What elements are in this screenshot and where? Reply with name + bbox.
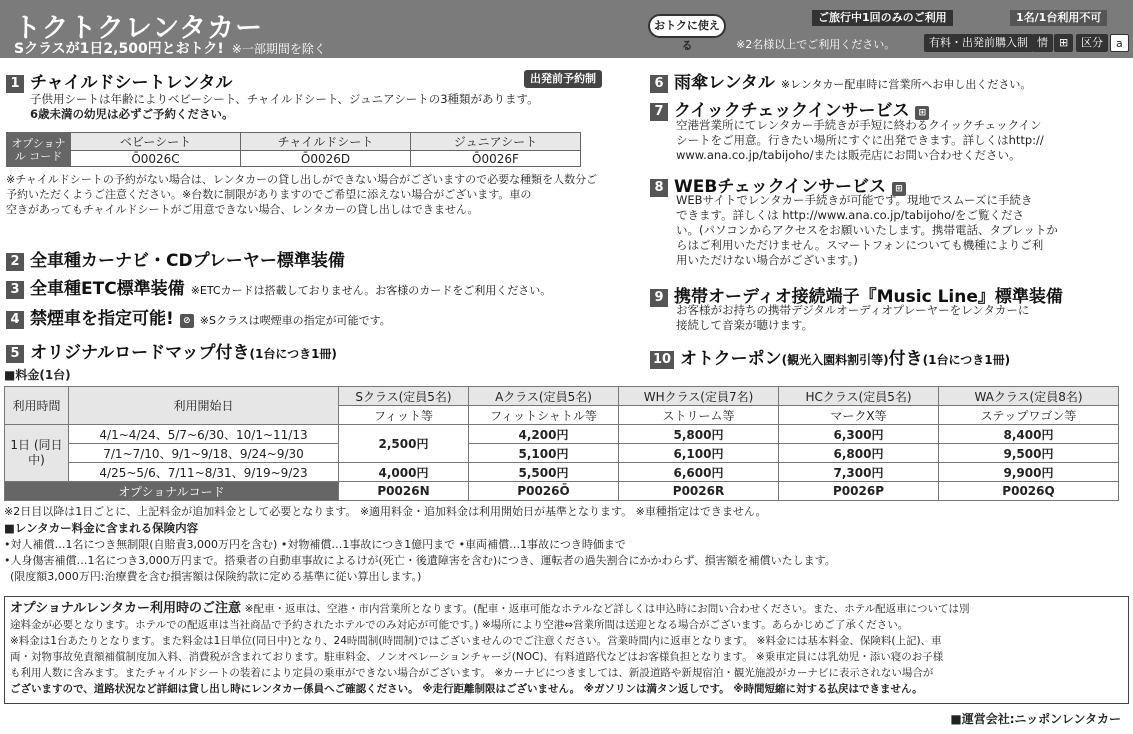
price-cell: 9,500円 <box>939 444 1119 463</box>
grid-icon: ⊞ <box>1054 34 1073 52</box>
section-1-note-2: 予約いただくようご注意ください。※台数に制限がありますのでご希望に添えない場合がございます。車の <box>6 188 532 201</box>
section-2-heading: 2 全車種カーナビ・CDプレーヤー標準装備 <box>6 246 345 271</box>
notice-line-5: も利用人数に含みます。またチャイルドシートの装着により定員の乗車ができない場合がございます。 ※カーナビにつきましては、新設道路や新規宿泊・観光施設がカーナビに表示されない場合が <box>10 667 934 679</box>
no-smoking-icon: ⊘ <box>180 314 194 328</box>
price-cell: 6,800円 <box>779 444 939 463</box>
section-7-heading: 7 クイックチェックインサービス ⊞ <box>650 96 929 121</box>
optional-code: P0026R <box>619 482 779 501</box>
child-seat-code-table <box>6 132 581 167</box>
period: 4/25~5/6、7/11~8/31、9/19~9/23 <box>69 463 339 482</box>
section-8-desc-4: らはご利用いただけません。スマートフォンについても機種によりご利 <box>676 238 1044 252</box>
class-model: ストリーム等 <box>619 406 779 425</box>
otoku-badge: おトクに使える <box>648 14 726 38</box>
optional-code: P0026Q <box>939 482 1119 501</box>
price-cell: 2,500円 <box>339 425 469 463</box>
header-banner <box>0 0 1133 58</box>
col-start: 利用開始日 <box>69 387 339 425</box>
one-per-person-label: 1名/1台利用不可 <box>1010 10 1107 26</box>
optional-code-label: オプショナルコード <box>5 482 339 501</box>
price-cell: 8,400円 <box>939 425 1119 444</box>
seat-code: Ō0026C <box>71 151 241 167</box>
section-1-note-1: ※チャイルドシートの予約がない場合は、レンタカーの貸し出しができない場合がございますので必要な種類を人数分ご <box>6 173 598 186</box>
section-9-desc-1: お客様がお持ちの携帯デジタルオーディオプレーヤーをレンタカーに <box>676 303 1030 317</box>
section-8-desc-5: 用いただけない場合がございます。) <box>676 253 858 267</box>
class-name: WHクラス(定員7名) <box>619 387 779 406</box>
class-value-tag: a <box>1110 34 1129 52</box>
section-7-desc-2: シートをご用意。行きたい場所にすぐに出発できます。詳しくはhttp:// <box>676 133 1044 147</box>
section-8-desc-3: い。(パソコンからアクセスをお願いいたします。携帯電話、タブレットか <box>676 223 1058 237</box>
class-name: WAクラス(定員8名) <box>939 387 1119 406</box>
optional-code: P0026Ō <box>469 482 619 501</box>
period: 4/1~4/24、5/7~6/30、10/1~11/13 <box>69 425 339 444</box>
section-9-desc-2: 接続して音楽が聴けます。 <box>676 318 814 332</box>
notice-box <box>4 596 1129 704</box>
section-5-heading: 5 オリジナルロードマップ付き(1台につき1冊) <box>6 338 337 363</box>
insurance-line-2: •人身傷害補償…1名につき3,000万円まで。搭乗者の自動車事故によるけが(死亡・後遺障害を含む)につき、運転者の過失割合にかかわらず、損害額を補償いたします。 <box>4 554 836 567</box>
class-tag: 区分 <box>1076 34 1108 52</box>
section-7-desc-1: 空港営業所にてレンタカー手続きが手短に終わるクイックチェックイン <box>676 118 1042 132</box>
class-model: マークX等 <box>779 406 939 425</box>
section-1-note-3: 空きがあってもチャイルドシートがご用意できない場合、レンタカーの貸し出しはできません。 <box>6 203 479 216</box>
section-10-heading: 10 オトクーポン(観光入園料割引等)付き(1台につき1冊) <box>650 344 1010 369</box>
price-cell: 5,500円 <box>469 463 619 482</box>
price-cell: 4,200円 <box>469 425 619 444</box>
price-cell: 9,900円 <box>939 463 1119 482</box>
price-heading: ■料金(1台) <box>4 368 71 382</box>
section-1-heading: 1 チャイルドシートレンタル <box>6 68 232 93</box>
price-notes: ※2日目以降は1日ごとに、上記料金が追加料金として必要となります。 ※適用料金・追加料金は利用開始日が基準となります。 ※車種指定はできません。 <box>4 505 767 518</box>
price-cell: 5,100円 <box>469 444 619 463</box>
quick-checkin-icon: ⊞ <box>915 106 929 120</box>
day-label: 1日 (同日中) <box>5 425 69 482</box>
section-7-desc-3: www.ana.co.jp/tabijoho/または販売店にお問い合わせください。 <box>676 148 1021 162</box>
notice-line-1: ※配車・返車は、空港・市内営業所となります。(配車・返車可能なホテルなど詳しくは申込時にお問い合わせください。また、ホテル配返車については別 <box>244 603 970 615</box>
price-cell: 6,600円 <box>619 463 779 482</box>
price-cell: 6,100円 <box>619 444 779 463</box>
notice-line-4: 両・対物事故免責額補償制度加入料、消費税が含まれております。駐車料金、ノンオペレーションチャージ(NOC)、有料道路代などはお客様負担となります。 ※乗車定員には乳幼児・添い寝のお子様 <box>10 651 944 663</box>
seat-type: ベビーシート <box>71 133 241 151</box>
class-model: フィット等 <box>339 406 469 425</box>
once-per-trip-label: ご旅行中1回のみのご利用 <box>812 10 953 26</box>
optional-code: P0026N <box>339 482 469 501</box>
header-note: ※2名様以上でご利用ください。 <box>736 38 896 51</box>
page-subtitle: Sクラスが1日2,500円とおトク! ※一部期間を除く <box>14 41 326 57</box>
seat-type: チャイルドシート <box>241 133 411 151</box>
insurance-line-1: •対人補償…1名につき無制限(自賠責3,000万円を含む) •対物補償…1事故につき1億円まで •車両補償…1事故につき時価まで <box>4 538 626 551</box>
period: 7/1~7/10、9/1~9/18、9/24~9/30 <box>69 444 339 463</box>
notice-line-6: ございますので、道路状況など詳細は貸し出し時にレンタカー係員へご確認ください。 ※走行距離制限はございません。 ※ガソリンは満タン返しです。 ※時間短縮に対する払戻はできません。 <box>10 683 923 695</box>
section-9-heading: 9 携帯オーディオ接続端子『Music Line』標準装備 <box>650 282 1063 307</box>
price-cell: 7,300円 <box>779 463 939 482</box>
class-name: Sクラス(定員5名) <box>339 387 469 406</box>
notice-line-3: ※料金は1台あたりとなります。また料金は1日単位(同日中)となり、24時間制(時間制)ではございませんのでご注意ください。営業時間内に返車となります。 ※料金には基本料金、保険料(上記)、車 <box>10 635 942 647</box>
seat-type: ジュニアシート <box>411 133 581 151</box>
price-cell: 5,800円 <box>619 425 779 444</box>
seat-code-label: オプショナル コード <box>7 133 71 167</box>
class-name: Aクラス(定員5名) <box>469 387 619 406</box>
notice-line-2: 途料金が必要となります。ホテルでの配返車は当社商品で予約されたホテルでのみ対応が可能です。) ※場所により空港⇔営業所間は送迎となる場合がございます。あらかじめご了承ください。 <box>10 619 909 631</box>
price-cell: 6,300円 <box>779 425 939 444</box>
paid-tag: 有料・出発前購入制 <box>924 34 1033 52</box>
price-table <box>4 386 1119 501</box>
page-title: トクトクレンタカー <box>14 13 264 44</box>
price-cell: 4,000円 <box>339 463 469 482</box>
section-1-desc-bold: 6歳未満の幼児は必ずご予約ください。 <box>30 107 234 121</box>
web-checkin-icon: ⊞ <box>892 182 906 196</box>
col-time: 利用時間 <box>5 387 69 425</box>
class-name: HCクラス(定員5名) <box>779 387 939 406</box>
seat-code: Ō0026D <box>241 151 411 167</box>
notice-title: オプショナルレンタカー利用時のご注意 <box>10 601 242 616</box>
section-4-heading: 4 禁煙車を指定可能! ⊘ ※Sクラスは喫煙車の指定が可能です。 <box>6 304 391 329</box>
optional-code: P0026P <box>779 482 939 501</box>
operator-footer: ■運営会社:ニッポンレンタカー <box>950 712 1121 726</box>
class-model: フィットシャトル等 <box>469 406 619 425</box>
class-model: ステップワゴン等 <box>939 406 1119 425</box>
section-8-desc-2: できます。詳しくは http://www.ana.co.jp/tabijoho/をご覧くださ <box>676 208 1024 222</box>
section-8-heading: 8 WEBチェックインサービス ⊞ <box>650 172 906 197</box>
pre-departure-reservation-pill: 出発前予約制 <box>524 70 602 88</box>
section-3-heading: 3 全車種ETC標準装備 ※ETCカードは搭載しておりません。お客様のカードをご利用ください。 <box>6 274 551 299</box>
seat-code: Ō0026F <box>411 151 581 167</box>
section-8-desc-1: WEBサイトでレンタカー手続きが可能です。現地でスムーズに手続き <box>676 193 1033 207</box>
section-6-heading: 6 雨傘レンタル ※レンタカー配車時に営業所へお申し出ください。 <box>650 68 1031 93</box>
insurance-line-3: (限度額3,000万円:治療費を含む損害額は保険約款に定める基準に従い算出します。) <box>10 570 422 583</box>
insurance-heading: ■レンタカー料金に含まれる保険内容 <box>4 521 199 535</box>
info-tag: 情 <box>1032 34 1053 52</box>
section-1-desc: 子供用シートは年齢によりベビーシート、チャイルドシート、ジュニアシートの3種類があります。 <box>30 92 539 106</box>
